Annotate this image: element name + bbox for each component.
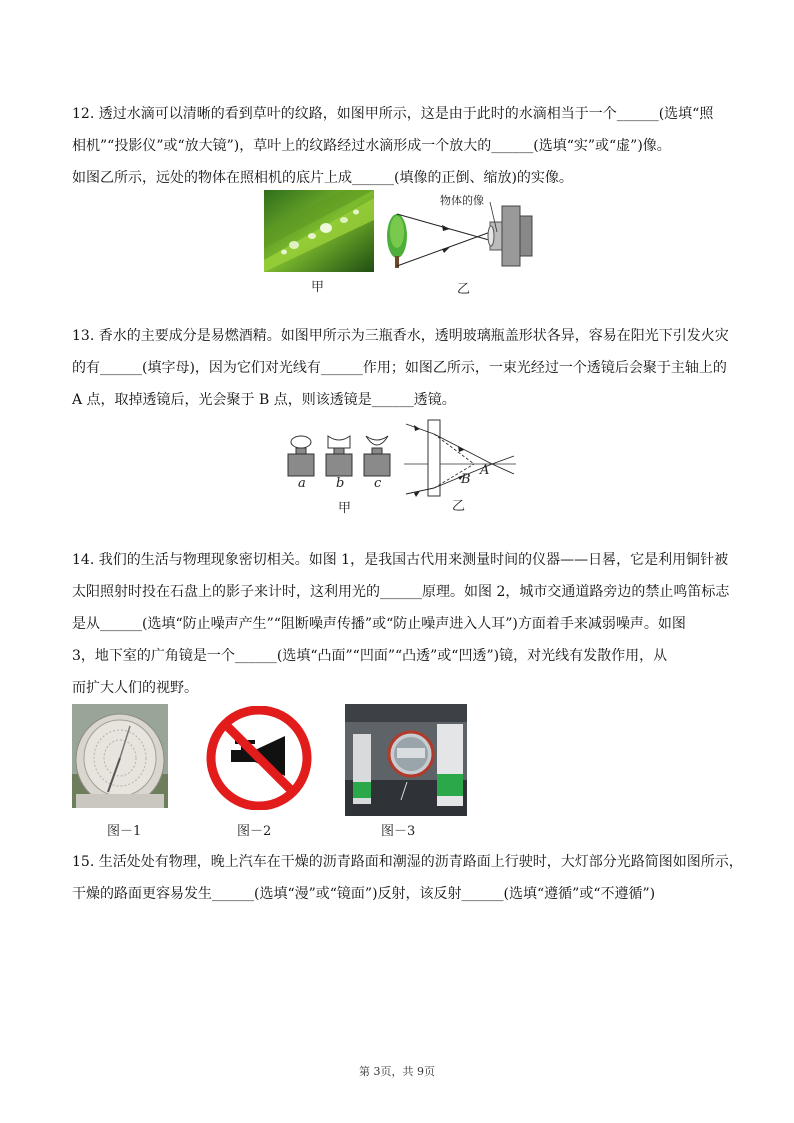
q13-line-3: A 点，取掉透镜后，光会聚于 B 点，则该透镜是______透镜。 [72,392,456,408]
sundial-photo [72,704,168,808]
q15-line-2: 干燥的路面更容易发生______(选填“漫”或“镜面”)反射，该反射______(选填“遵循”或“不遵循”) [72,886,656,902]
q12-image-label: 物体的像 [440,194,484,207]
point-a-label: A [480,463,490,478]
q13-fig-yi-label: 乙 [452,499,466,514]
q12-line-1: 12. 透过水滴可以清晰的看到草叶的纹路，如图甲所示，这是由于此时的水滴相当于一个______(选填“照 [72,106,714,122]
page-footer: 第 3页，共 9页 [359,1065,435,1078]
grass-droplet-photo [264,190,374,272]
camera-imaging-diagram [380,194,540,276]
parking-mirror-photo [345,704,467,816]
fig2-label: 图－2 [237,824,272,839]
q14-line-2: 太阳照射时投在石盘上的影子来计时，这利用光的______原理。如图 2，城市交通道路旁边的禁止鸣笛标志 [72,584,730,600]
q14-line-1: 14. 我们的生活与物理现象密切相关。如图 1，是我国古代用来测量时间的仪器——日晷，它是利用铜针被 [72,552,729,568]
point-b-label: B [461,472,471,487]
q14-line-3: 是从______(选填“防止噪声产生”“阻断噪声传播”或“防止噪声进入人耳”)方面着手来减弱噪声。如图 [72,616,686,632]
fig1-label: 图－1 [107,824,142,839]
question-13 [72,320,728,416]
q13-line-2: 的有______(填字母)，因为它们对光线有______作用；如图乙所示，一束光经过一个透镜后会聚于主轴上的 [72,360,727,376]
q14-line-5: 而扩大人们的视野。 [72,680,198,696]
question-12 [72,98,728,194]
q13-line-1: 13. 香水的主要成分是易燃酒精。如图甲所示为三瓶香水，透明玻璃瓶盖形状各异，容易在阳光下引发火灾 [72,328,729,344]
lens-converging-diagram [404,412,516,502]
bottle-label-c: c [374,476,382,491]
question-15 [72,846,743,910]
q15-line-1: 15. 生活处处有物理，晚上汽车在干燥的沥青路面和潮湿的沥青路面上行驶时，大灯部分光路简图如图所示， [72,854,743,870]
q14-line-4: 3，地下室的广角镜是一个______(选填“凸面”“凹面”“凸透”或“凹透”)镜，对光线有发散作用，从 [72,648,668,664]
q12-line-3: 如图乙所示，远处的物体在照相机的底片上成______(填像的正倒、缩放)的实像。 [72,170,573,186]
fig3-label: 图－3 [381,824,416,839]
no-honking-sign [203,706,315,810]
bottle-label-b: b [336,476,345,491]
q12-fig-yi-label: 乙 [457,282,471,297]
q13-fig-jia-label: 甲 [338,501,352,516]
q12-line-2: 相机”“投影仪”或“放大镜”)，草叶上的纹路经过水滴形成一个放大的______(选填“实”或“虚”)像。 [72,138,671,154]
bottle-label-a: a [298,476,306,491]
question-14 [72,544,728,704]
q12-fig-jia-label: 甲 [311,280,325,295]
